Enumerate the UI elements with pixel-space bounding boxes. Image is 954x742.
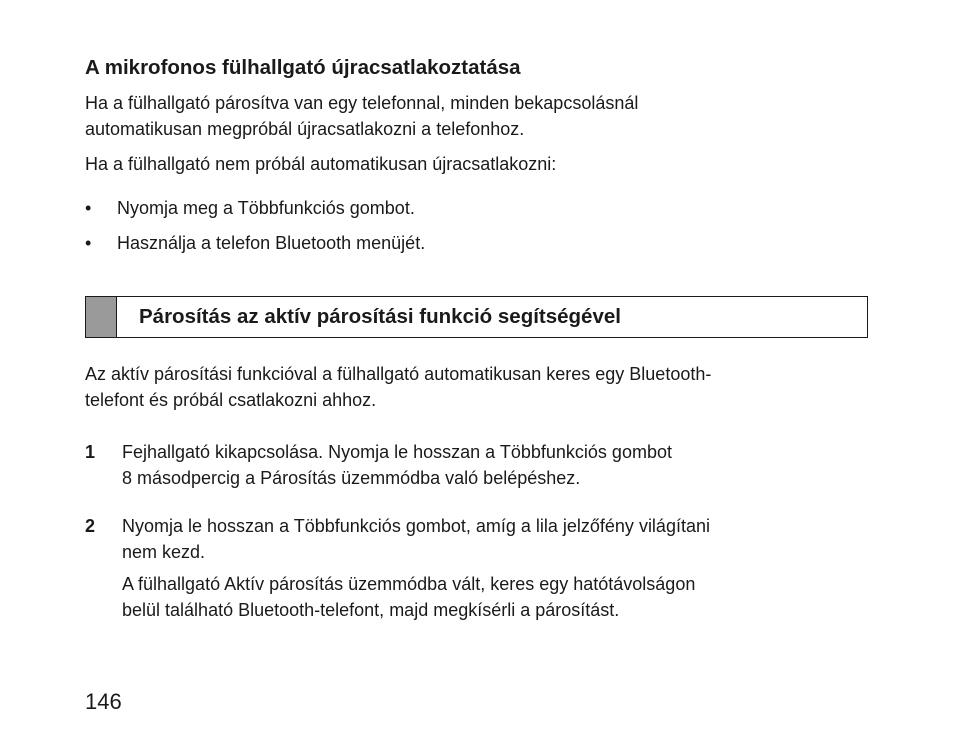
section-title: Párosítás az aktív párosítási funkció segítségével (139, 305, 621, 328)
bullet-icon: • (85, 198, 92, 218)
step-number: 2 (85, 516, 96, 536)
step1-line1: Fejhallgató kikapcsolása. Nyomja le hosszan a Többfunkciós gombot (122, 442, 672, 462)
step1-line2: 8 másodpercig a Párosítás üzemmódba való belépéshez. (122, 468, 581, 488)
para1-line1: Ha a fülhallgató párosítva van egy telefonnal, minden bekapcsolásnál (85, 93, 639, 113)
bullet-text: Használja a telefon Bluetooth menüjét. (117, 233, 426, 253)
intro-line2: telefont és próbál csatlakozni ahhoz. (85, 390, 377, 410)
para2: Ha a fülhallgató nem próbál automatikusan újracsatlakozni: (85, 154, 557, 174)
bullet-icon: • (85, 233, 92, 253)
step2-note-line2: belül található Bluetooth-telefont, majd megkísérli a párosítást. (122, 600, 620, 620)
bullet-text: Nyomja meg a Többfunkciós gombot. (117, 198, 415, 218)
step2-note-line1: A fülhallgató Aktív párosítás üzemmódba vált, keres egy hatótávolságon (122, 574, 696, 594)
page-number: 146 (85, 689, 122, 714)
para1-line2: automatikusan megpróbál újracsatlakozni a telefonhoz. (85, 119, 525, 139)
section-marker-icon (86, 297, 117, 337)
reconnect-heading: A mikrofonos fülhallgató újracsatlakoztatása (85, 56, 521, 79)
step2-line2: nem kezd. (122, 542, 206, 562)
step-number: 1 (85, 442, 96, 462)
step2-line1: Nyomja le hosszan a Többfunkciós gombot, amíg a lila jelzőfény világítani (122, 516, 710, 536)
intro-line1: Az aktív párosítási funkcióval a fülhallgató automatikusan keres egy Bluetooth- (85, 364, 712, 384)
section-header-box (85, 296, 868, 338)
